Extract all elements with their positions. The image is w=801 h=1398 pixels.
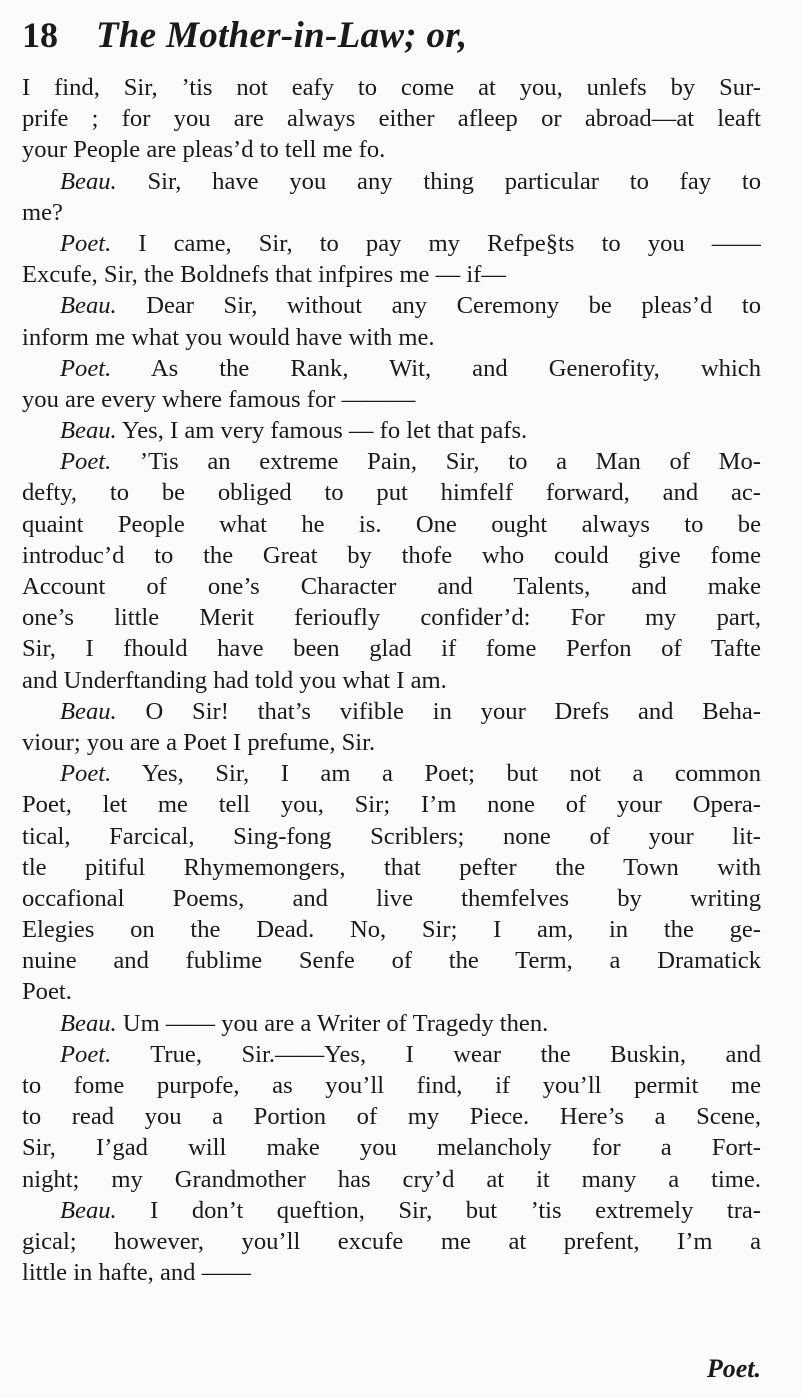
speaker-name: Poet. [60,354,112,382]
text-line [22,1008,761,1039]
line-text: to read you a Portion of my Piece. Here’s a Scene, [22,1103,761,1131]
line-text: ’Tis an extreme Pain, Sir, to a Man of Mo- [111,448,761,476]
text-line [22,571,761,602]
line-text: inform me what you would have with me. [22,323,435,351]
line-text: occafional Poems, and live themfelves by writing [22,884,761,912]
text-line [22,509,761,540]
text-line [22,945,761,976]
text-line [22,103,761,134]
line-text: you are every where famous for ——— [22,385,416,413]
text-line [22,1070,761,1101]
text-line [22,665,761,696]
line-text: O Sir! that’s vifible in your Drefs and Beha- [116,697,761,725]
speaker-name: Poet. [60,448,112,476]
text-line [22,1257,761,1288]
text-line [22,228,761,259]
speaker-name: Beau. [60,167,117,195]
line-text: Um —— you are a Writer of Tragedy then. [116,1009,549,1037]
line-text: As the Rank, Wit, and Generofity, which [111,354,761,382]
text-line [22,1039,761,1070]
line-text: I don’t queftion, Sir, but ’tis extremely tra- [116,1196,761,1224]
line-text: I came, Sir, to pay my Refpe§ts to you —— [111,229,761,257]
text-line [22,353,761,384]
line-text: tical, Farcical, Sing-fong Scriblers; none of your lit- [22,822,761,850]
text-line [22,602,761,633]
running-head: The Mother-in-Law; or, [96,15,468,56]
text-line [22,446,761,477]
text-line [22,384,761,415]
text-line [22,696,761,727]
line-text: Yes, Sir, I am a Poet; but not a common [111,760,761,788]
line-text: Poet, let me tell you, Sir; I’m none of your Opera- [22,791,761,819]
text-line [22,727,761,758]
line-text: quaint People what he is. One ought always to be [22,510,761,538]
line-text: little in hafte, and —— [22,1259,251,1287]
line-text: one’s little Merit ferioufly confider’d: For my part, [22,604,761,632]
text-line [22,1226,761,1257]
text-line [22,72,761,103]
text-line [22,415,761,446]
speaker-name: Beau. [60,1196,117,1224]
text-line [22,322,761,353]
text-line [22,1132,761,1163]
text-line [22,540,761,571]
text-line [22,166,761,197]
line-text: nuine and fublime Senfe of the Term, a Dramatick [22,947,761,975]
text-line [22,1164,761,1195]
text-line [22,290,761,321]
text-line [22,1101,761,1132]
line-text: viour; you are a Poet I prefume, Sir. [22,728,376,756]
line-text: Sir, I’gad will make you melancholy for a Fort- [22,1134,761,1162]
text-line [22,758,761,789]
line-text: True, Sir.——Yes, I wear the Buskin, and [111,1040,761,1068]
line-text: Yes, I am very famous — fo let that pafs. [116,417,528,445]
line-text: Account of one’s Character and Talents, and make [22,573,761,600]
text-line [22,976,761,1007]
text-line [22,1195,761,1226]
line-text: I find, Sir, ’tis not eafy to come at you, unlefs by Sur- [22,74,761,101]
line-text: night; my Grandmother has cry’d at it many a time. [22,1165,761,1193]
speaker-name: Beau. [60,697,117,725]
speaker-name: Poet. [60,229,112,257]
line-text: Excufe, Sir, the Boldnefs that infpires me — if— [22,261,506,289]
line-text: me? [22,198,63,226]
line-text: Elegies on the Dead. No, Sir; I am, in the ge- [22,916,761,944]
speaker-name: Beau. [60,417,117,445]
speaker-name: Poet. [60,760,112,788]
speaker-name: Beau. [60,292,117,320]
text-line [22,197,761,228]
speaker-name: Beau. [60,1009,117,1037]
line-text: to fome purpofe, as you’ll find, if you’ll permit me [22,1072,761,1099]
speaker-name: Poet. [60,1040,112,1068]
catchword: Poet. [706,1354,761,1383]
body-text [22,72,761,1288]
line-text: Poet. [22,978,72,1006]
line-text: Sir, have you any thing particular to fay to [116,167,761,195]
line-text: Sir, I fhould have been glad if fome Perfon of Tafte [22,635,761,663]
text-line [22,821,761,852]
text-line [22,789,761,820]
page-number: 18 [22,15,58,55]
text-line [22,914,761,945]
text-line [22,259,761,290]
line-text: introduc’d to the Great by thofe who could give fome [22,541,761,569]
line-text: defty, to be obliged to put himfelf forward, and ac- [22,479,761,507]
line-text: and Underftanding had told you what I am. [22,666,447,694]
line-text: prife ; for you are always either afleep or abroad—at leaft [22,105,761,133]
text-line [22,852,761,883]
line-text: tle pitiful Rhymemongers, that pefter the Town with [22,853,761,881]
text-line [22,883,761,914]
line-text: your People are pleas’d to tell me fo. [22,136,386,164]
text-line [22,633,761,664]
page-header [22,14,761,66]
line-text: Dear Sir, without any Ceremony be pleas’d to [116,292,761,320]
line-text: gical; however, you’ll excufe me at prefent, I’m a [22,1227,761,1255]
text-line [22,477,761,508]
text-line [22,134,761,165]
